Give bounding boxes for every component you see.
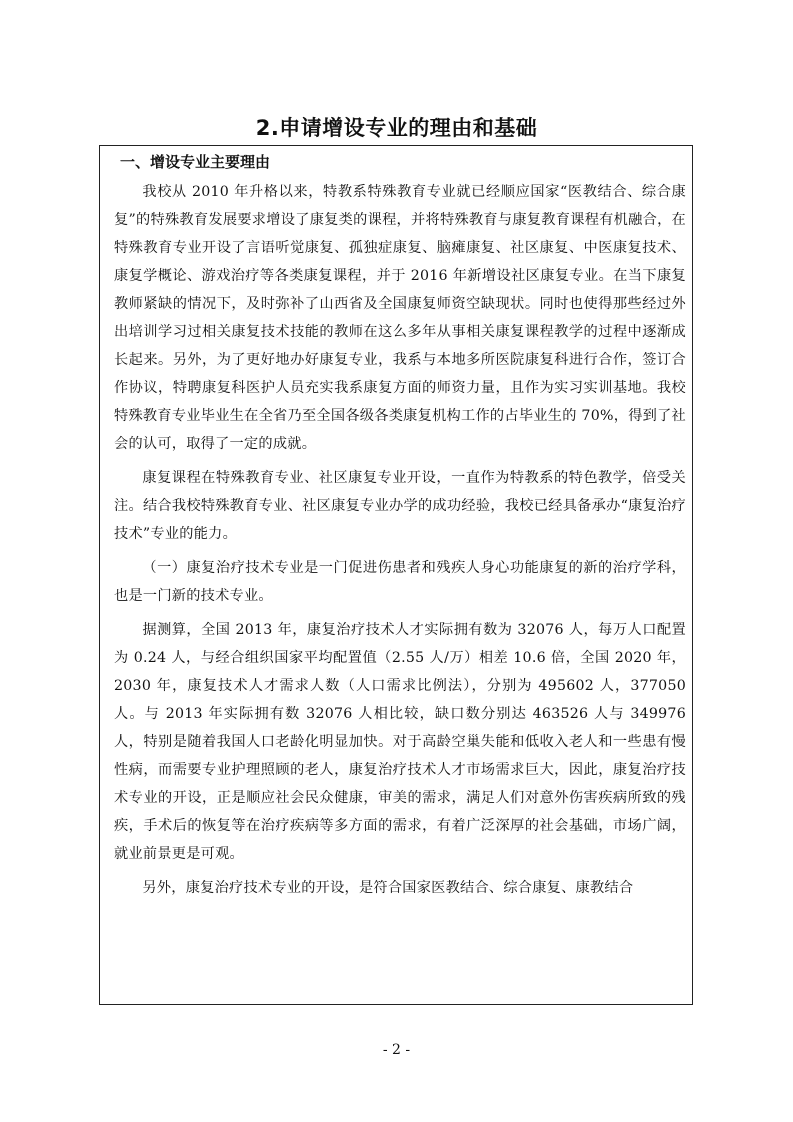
paragraph-policy: 另外，康复治疗技术专业的开设，是符合国家医教结合、综合康复、康教结合 xyxy=(142,880,634,896)
paragraph-history: 我校从 2010 年升格以来，特教系特殊教育专业就已经顺应国家“医教结合、综合康复”的特殊教育发展要求增设了康复类的课程，并将特殊教育与康复教育课程有机融合，在特殊教育专业开设了言语听觉康复、孤独症康复、脑瘫康复、社区康复、中医康复技术、康复学概论、游戏治疗等各类康复课程，并于 2016 年新增设社区康复专业。在当下康复教师紧缺的情况下，及时弥补了山西省及全国康复师资空缺现状。同时也使得那些经过外出培训学习过相关康复技术技能的教师在这么多年从事相关康复课程教学的过程中逐渐成长起来。另外，为了更好地办好康复专业，我系与本地多所医院康复科进行合作，签订合作协议，特聘康复科医护人员充实我系康复方面的师资力量，且作为实习实训基地。我校特殊教育专业毕业生在全省乃至全国各级各类康复机构工作的占毕业生的 70%，得到了社会的认可，取得了一定的成就。 xyxy=(114,184,686,452)
page-number: - 2 - xyxy=(382,1042,411,1058)
paragraph-discipline: （一）康复治疗技术专业是一门促进伤患者和残疾人身心功能康复的新的治疗学科，也是一门新的技术专业。 xyxy=(114,560,686,604)
paragraph-rehab-courses: 康复课程在特殊教育专业、社区康复专业开设，一直作为特教系的特色教学，倍受关注。结合我校特殊教育专业、社区康复专业办学的成功经验，我校已经具备承办“康复治疗技术”专业的能力。 xyxy=(114,470,686,542)
paragraph-demand-statistics: 据测算，全国 2013 年，康复治疗技术人才实际拥有数为 32076 人，每万人口配置为 0.24 人，与经合组织国家平均配置值（2.55 人/万）相差 10.6 倍，全国 2020 年，2030 年，康复技术人才需求人数（人口需求比例法），分别为 495602 人，377050 人。与 2013 年实际拥有数 32076 人相比较，缺口数分别达 463526 人与 349976 人，特别是随着我国人口老龄化明显加快。对于高龄空巢失能和低收入老人和一些患有慢性病，而需要专业护理照顾的老人，康复治疗技术人才市场需求巨大，因此，康复治疗技术专业的开设，正是顺应社会民众健康，审美的需求，满足人们对意外伤害疾病所致的残疾，手术后的恢复等在治疗疾病等多方面的需求，有着广泛深厚的社会基础，市场广阔，就业前景更是可观。 xyxy=(114,622,686,862)
section-heading: 一、增设专业主要理由 xyxy=(120,153,271,171)
page-title: 2.申请增设专业的理由和基础 xyxy=(255,116,538,140)
section-content xyxy=(114,150,686,902)
